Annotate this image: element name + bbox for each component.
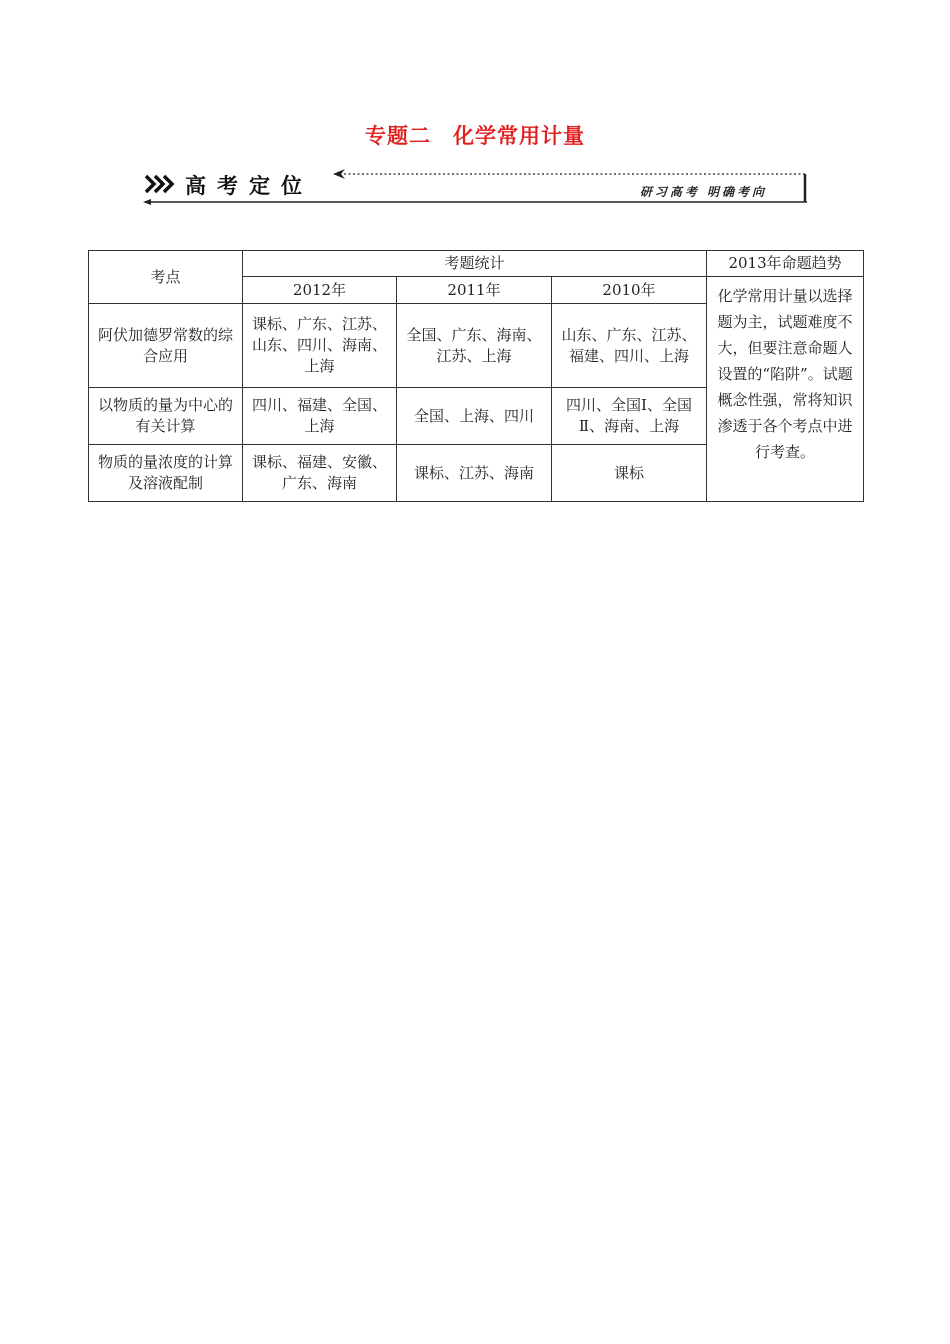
- row-2012: 课标、广东、江苏、山东、四川、海南、上海: [243, 304, 397, 388]
- row-2011: 全国、广东、海南、江苏、上海: [397, 304, 552, 388]
- header-stats: 考题统计: [243, 251, 707, 277]
- row-point: 阿伏加德罗常数的综合应用: [89, 304, 243, 388]
- header-year-2010: 2010年: [552, 277, 707, 304]
- row-2010: 课标: [552, 445, 707, 502]
- banner-subtitle: 研习高考 明确考向: [639, 185, 767, 199]
- row-point: 物质的量浓度的计算及溶液配制: [89, 445, 243, 502]
- row-2010: 山东、广东、江苏、福建、四川、上海: [552, 304, 707, 388]
- row-point: 以物质的量为中心的有关计算: [89, 388, 243, 445]
- row-2011: 课标、江苏、海南: [397, 445, 552, 502]
- header-year-2011: 2011年: [397, 277, 552, 304]
- banner-title: 高考定位: [185, 174, 313, 198]
- header-trend: 2013年命题趋势: [707, 251, 864, 277]
- page-title: 专题二 化学常用计量: [365, 124, 585, 148]
- header-point: 考点: [89, 251, 243, 304]
- exam-statistics-table: [88, 250, 864, 502]
- trend-cell: 化学常用计量以选择题为主，试题难度不大，但要注意命题人设置的“陷阱”。试题概念性强，常将知识渗透于各个考点中进行考查。: [707, 277, 864, 502]
- row-2011: 全国、上海、四川: [397, 388, 552, 445]
- row-2012: 课标、福建、安徽、广东、海南: [243, 445, 397, 502]
- row-2010: 四川、全国Ⅰ、全国Ⅱ、海南、上海: [552, 388, 707, 445]
- row-2012: 四川、福建、全国、上海: [243, 388, 397, 445]
- table-header-row: [89, 251, 864, 277]
- section-banner: [143, 165, 811, 207]
- double-chevron-right-icon: [146, 176, 172, 192]
- header-year-2012: 2012年: [243, 277, 397, 304]
